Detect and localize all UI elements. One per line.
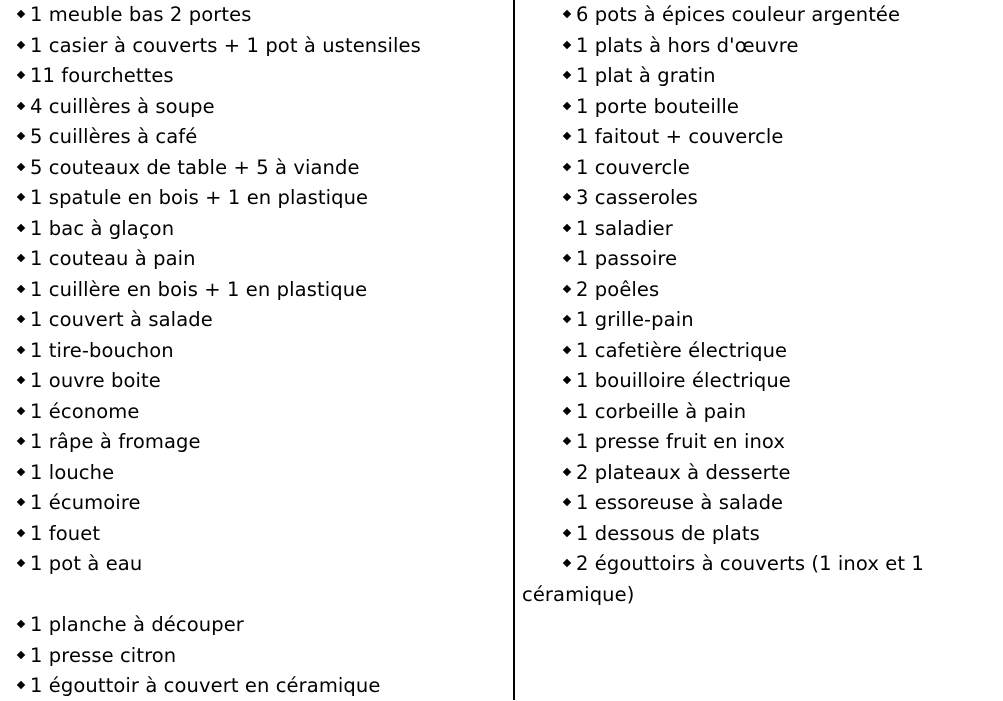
- bullet-icon: [563, 132, 571, 140]
- list-item: [564, 488, 783, 518]
- bullet-icon: [563, 10, 571, 18]
- bullet-icon: [17, 101, 25, 109]
- bullet-icon: [17, 681, 25, 689]
- list-item-text: 1 corbeille à pain: [576, 399, 747, 423]
- list-item: [564, 244, 677, 274]
- list-item-text: 2 égouttoirs à couverts (1 inox et 1: [576, 552, 924, 575]
- list-item: [18, 397, 139, 427]
- list-item: [564, 0, 900, 30]
- list-item-text: 1 casier à couverts + 1 pot à ustensiles: [30, 33, 421, 57]
- bullet-icon: [563, 162, 571, 170]
- list-item: [564, 183, 698, 213]
- list-item-text: 1 grille-pain: [576, 308, 694, 331]
- bullet-icon: [17, 132, 25, 140]
- bullet-icon: [563, 71, 571, 79]
- bullet-icon: [17, 71, 25, 79]
- list-item: [18, 153, 360, 183]
- list-item-text: 1 saladier: [576, 216, 673, 240]
- list-item-text: 1 planche à découper: [30, 613, 244, 636]
- bullet-icon: [563, 528, 571, 536]
- list-item: [18, 244, 196, 274]
- list-item: [564, 122, 784, 152]
- bullet-icon: [563, 193, 571, 201]
- bullet-icon: [17, 467, 25, 475]
- bullet-icon: [563, 40, 571, 48]
- bullet-icon: [563, 284, 571, 292]
- bullet-icon: [17, 406, 25, 414]
- list-item-text: 1 dessous de plats: [576, 521, 760, 545]
- bullet-icon: [17, 162, 25, 170]
- list-item-text: 4 cuillères à soupe: [30, 94, 215, 118]
- list-item: [18, 610, 244, 640]
- bullet-icon: [17, 315, 25, 323]
- list-item: [18, 641, 176, 671]
- list-item-text: 1 meuble bas 2 portes: [30, 3, 252, 26]
- list-item: [564, 519, 760, 549]
- list-item: [18, 549, 142, 579]
- list-item-text: 1 presse fruit en inox: [576, 430, 785, 453]
- bullet-icon: [563, 406, 571, 414]
- list-item: [18, 31, 421, 61]
- list-item: [18, 336, 174, 366]
- bullet-icon: [17, 254, 25, 262]
- bullet-icon: [563, 223, 571, 231]
- list-item-text: 1 bouilloire électrique: [576, 369, 791, 392]
- list-item-text: 1 économe: [30, 399, 140, 423]
- list-item-text: 3 casseroles: [576, 186, 698, 209]
- list-item: [564, 305, 694, 335]
- list-item: [564, 336, 787, 366]
- bullet-icon: [563, 498, 571, 506]
- bullet-icon: [563, 254, 571, 262]
- list-item-text: 1 râpe à fromage: [30, 430, 201, 453]
- bullet-icon: [563, 376, 571, 384]
- bullet-icon: [17, 345, 25, 353]
- bullet-icon: [563, 467, 571, 475]
- list-item: [18, 305, 213, 335]
- list-item: [18, 275, 367, 305]
- bullet-icon: [17, 40, 25, 48]
- list-item: [564, 31, 799, 61]
- bullet-icon: [563, 559, 571, 567]
- list-item-text: 5 couteaux de table + 5 à viande: [30, 155, 360, 179]
- list-item: [18, 488, 141, 518]
- list-item: [18, 122, 197, 152]
- list-item: [564, 458, 791, 488]
- list-item: [564, 366, 791, 396]
- list-item-text: 1 bac à glaçon: [30, 216, 175, 240]
- list-item-text: 5 cuillères à café: [30, 125, 198, 148]
- list-item-text: 1 égouttoir à couvert en céramique: [30, 674, 381, 697]
- list-item: [18, 214, 174, 244]
- list-item: [564, 214, 673, 244]
- list-item: [18, 458, 114, 488]
- bullet-icon: [17, 193, 25, 201]
- bullet-icon: [563, 315, 571, 323]
- list-item-text: 1 passoire: [576, 247, 678, 270]
- list-item-text: 1 écumoire: [30, 491, 141, 514]
- list-item-text: 1 louche: [30, 460, 115, 484]
- list-item-text: 1 couvercle: [576, 155, 690, 179]
- list-item: [564, 92, 739, 122]
- bullet-icon: [17, 559, 25, 567]
- list-item-text: 1 couvert à salade: [30, 308, 213, 331]
- bullet-icon: [17, 376, 25, 384]
- list-item-text: 1 tire-bouchon: [30, 338, 174, 362]
- list-item-text: 1 couteau à pain: [30, 247, 196, 270]
- list-item: [564, 427, 785, 457]
- list-item-text: 1 presse citron: [30, 643, 177, 667]
- list-item-text: 1 cuillère en bois + 1 en plastique: [30, 277, 368, 301]
- list-item-text: 1 essoreuse à salade: [576, 491, 784, 514]
- list-item: [564, 397, 746, 427]
- list-item-text: 1 fouet: [30, 521, 101, 545]
- list-item-text: 1 plat à gratin: [576, 64, 716, 87]
- bullet-icon: [17, 284, 25, 292]
- bullet-icon: [563, 101, 571, 109]
- list-item-text: 2 poêles: [576, 277, 660, 301]
- list-item-text: 1 porte bouteille: [576, 94, 740, 118]
- list-item-text: 6 pots à épices couleur argentée: [576, 3, 901, 26]
- list-item: [18, 183, 368, 213]
- list-item: [18, 427, 201, 457]
- list-item-text: 1 pot à eau: [30, 552, 143, 575]
- list-item-text: 1 faitout + couvercle: [576, 125, 784, 148]
- list-item: [18, 61, 174, 91]
- column-divider: [513, 0, 515, 700]
- bullet-icon: [563, 345, 571, 353]
- list-item: [564, 549, 924, 579]
- list-item: [564, 61, 716, 91]
- bullet-icon: [17, 528, 25, 536]
- list-item: [18, 671, 380, 701]
- list-item-continuation: [522, 580, 634, 610]
- list-item: [18, 366, 161, 396]
- bullet-icon: [17, 620, 25, 628]
- list-item-text: 1 cafetière électrique: [576, 338, 788, 362]
- list-item: [18, 92, 215, 122]
- list-item: [18, 0, 251, 30]
- list-item-text: 1 plats à hors d'œuvre: [576, 33, 799, 57]
- list-item: [564, 153, 690, 183]
- bullet-icon: [17, 498, 25, 506]
- list-item-text: 1 ouvre boite: [30, 369, 161, 392]
- bullet-icon: [17, 437, 25, 445]
- bullet-icon: [17, 10, 25, 18]
- list-item-text: 2 plateaux à desserte: [576, 460, 791, 484]
- bullet-icon: [17, 650, 25, 658]
- list-item: [564, 275, 659, 305]
- list-item-text: céramique): [522, 583, 635, 606]
- list-item-text: 11 fourchettes: [30, 64, 174, 87]
- list-item: [18, 519, 100, 549]
- bullet-icon: [563, 437, 571, 445]
- list-item-text: 1 spatule en bois + 1 en plastique: [30, 186, 369, 209]
- bullet-icon: [17, 223, 25, 231]
